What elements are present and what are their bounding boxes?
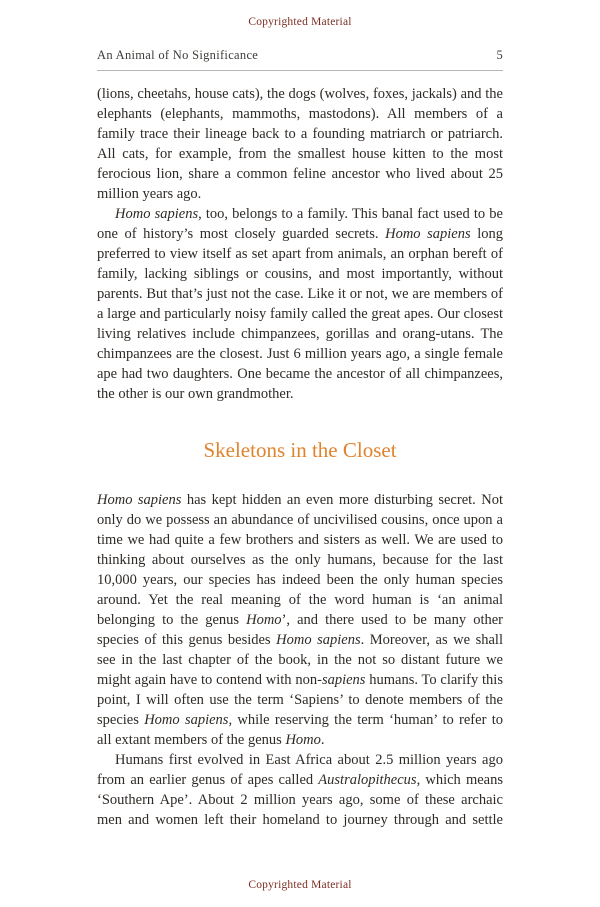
body-text-segment: Humans first evolved in East Africa about 2.5 million years ago from an earlier genus of apes called bbox=[97, 752, 503, 788]
italic-text: Homo sapiens bbox=[97, 492, 182, 508]
section-heading: Skeletons in the Closet bbox=[203, 438, 397, 462]
running-header bbox=[97, 48, 503, 63]
paragraph bbox=[97, 490, 503, 750]
chapter-title: An Animal of No Significance bbox=[97, 48, 259, 62]
paragraph bbox=[97, 84, 503, 204]
page-number: 5 bbox=[496, 48, 503, 62]
italic-text: Homo bbox=[246, 612, 282, 628]
body-text-segment: humans. To clarify this point, I will often use the term ‘Sapiens’ to denote members of the species bbox=[97, 672, 503, 728]
italic-text: Homo sapiens bbox=[115, 206, 199, 222]
paragraph bbox=[97, 750, 503, 830]
page-content bbox=[97, 48, 503, 830]
body-text-segment: ’, and there used to be many other species of this genus besides bbox=[97, 612, 503, 648]
paragraph bbox=[97, 204, 503, 404]
body-text-segment: , which means ‘Southern Ape’. About 2 million years ago, some of these archaic men and women left their homeland to journey through and settle bbox=[97, 772, 503, 828]
body-text-segment: while reserving the term ‘human’ to refer to all extant members of the genus bbox=[97, 712, 503, 748]
italic-text: Homo bbox=[285, 732, 321, 748]
italic-text: Homo sapiens bbox=[385, 226, 471, 242]
body-text-segment: (lions, cheetahs, house cats), the dogs (wolves, foxes, jackals) and the elephants (elephants, mammoths, mastodons). All members of a family trace their lineage back to a founding matriarch or patriarch. All cats, for example, from the smallest house kitten to the most ferocious lion, share a common feline ancestor who lived about 25 million years ago. bbox=[97, 86, 503, 202]
body-text-segment: long preferred to view itself as set apart from animals, an orphan bereft of family, lacking siblings or cousins, and most importantly, without parents. But that’s just not the case. Like it or not, we are members of a large and particularly noisy family called the great apes. Our closest living relatives include chimpanzees, gorillas and orang-utans. The chimpanzees are the closest. Just 6 million years ago, a single female ape had two daughters. One became the ancestor of all chimpanzees, the other is our own grandmother. bbox=[97, 226, 504, 402]
italic-text: Australopithecus bbox=[318, 772, 417, 788]
page-body bbox=[97, 84, 503, 830]
body-text-segment: has kept hidden an even more disturbing secret. Not only do we possess an abundance of uncivilised cousins, once upon a time we had quite a few brothers and sisters as well. We are used to thinking about ourselves as the only humans, because for the last 10,000 years, our species has indeed been the only human species around. Yet the real meaning of the word human is ‘an animal belonging to the genus bbox=[97, 492, 503, 628]
body-text-segment: . bbox=[320, 732, 325, 748]
italic-text: sapiens bbox=[321, 672, 366, 688]
header-rule bbox=[97, 70, 503, 71]
body-text-segment: , too, belongs to a family. This banal fact used to be one of history’s most closely guarded secrets. bbox=[97, 206, 503, 242]
copyright-notice-bottom: Copyrighted Material bbox=[248, 879, 352, 891]
body-text-segment: . Moreover, as we shall see in the last chapter of the book, in the not so distant future we might again have to contend with non- bbox=[97, 632, 503, 688]
copyright-notice-top: Copyrighted Material bbox=[248, 16, 352, 28]
italic-text: Homo sapiens bbox=[276, 632, 361, 648]
italic-text: Homo sapiens, bbox=[144, 712, 233, 728]
